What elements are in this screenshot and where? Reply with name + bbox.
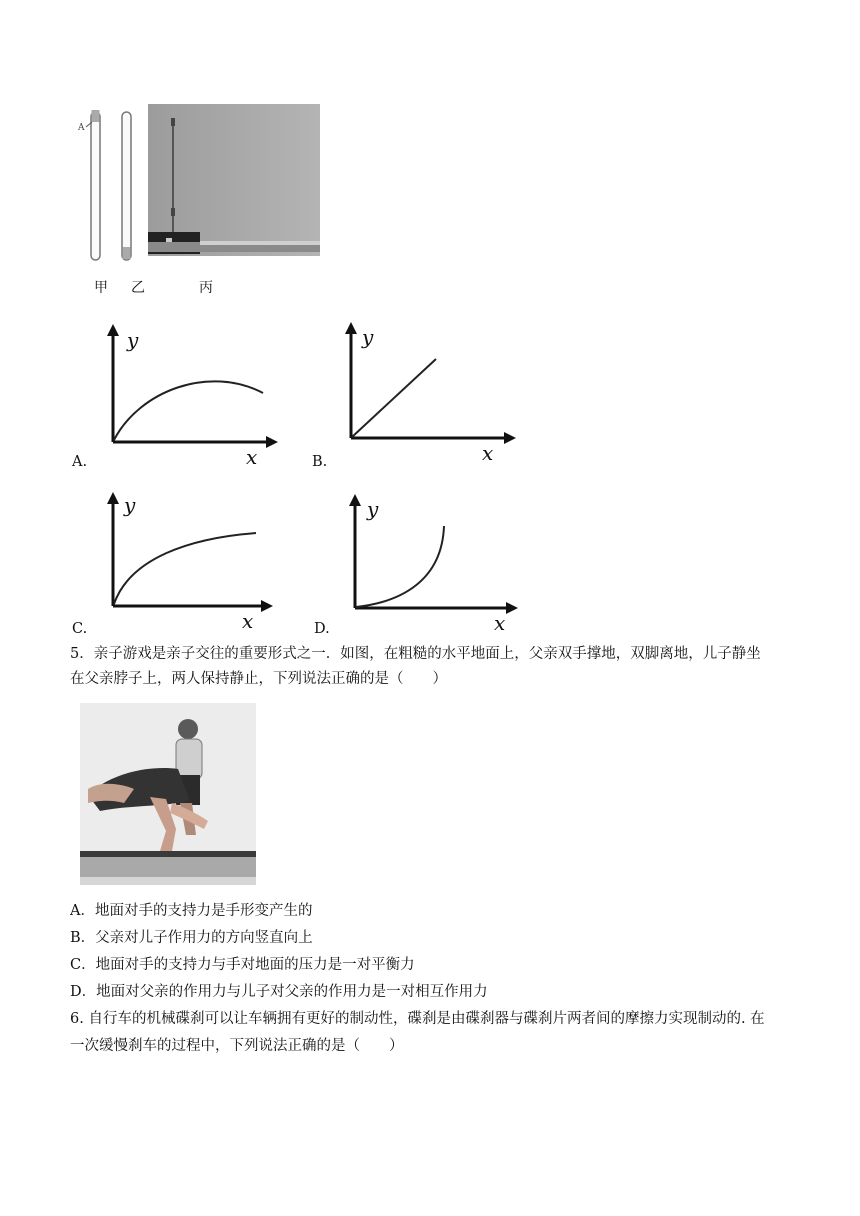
question6-line2: 一次缓慢刹车的过程中，下列说法正确的是（ ） (70, 1038, 404, 1054)
tubes-and-photo (78, 100, 338, 300)
caption-bing: 丙 (199, 280, 213, 296)
caption-yi: 乙 (131, 280, 145, 296)
photo-father-son (80, 703, 256, 885)
graph-c (100, 488, 290, 638)
tube-label-a: A (78, 123, 85, 133)
question5-option-b: B．父亲对儿子作用力的方向竖直向上 (70, 930, 313, 946)
photo-bing (148, 104, 320, 256)
option-c-letter: C. (72, 621, 88, 637)
x-label: x (242, 609, 254, 633)
curve-d (356, 526, 444, 607)
line-b (352, 359, 436, 437)
question5-line2: 在父亲脖子上，两人保持静止，下列说法正确的是（ ） (70, 671, 447, 687)
y-label: y (124, 493, 136, 517)
caption-jia: 甲 (94, 280, 108, 296)
question5-line1: 5．亲子游戏是亲子交往的重要形式之一．如图，在粗糙的水平地面上，父亲双手撑地，双脚离地，儿子静坐 (70, 646, 761, 662)
graph-d (342, 490, 532, 640)
option-a-letter: A. (72, 454, 88, 470)
graph-a (100, 320, 290, 470)
tube-yi (122, 112, 131, 260)
graph-b (338, 318, 528, 468)
x-label: x (494, 611, 506, 635)
x-label: x (246, 445, 258, 469)
y-label: y (127, 328, 139, 352)
question6-line1: 6. 自行车的机械碟刹可以让车辆拥有更好的制动性，碟刹是由碟刹器与碟刹片两者间的摩擦力实现制动的. 在 (70, 1011, 765, 1027)
curve-c (114, 533, 256, 604)
option-b-letter: B. (312, 454, 328, 470)
question5-option-d: D．地面对父亲的作用力与儿子对父亲的作用力是一对相互作用力 (70, 984, 488, 1000)
question5-option-c: C．地面对手的支持力与手对地面的压力是一对平衡力 (70, 957, 415, 973)
figure-top (78, 100, 338, 300)
y-label: y (367, 497, 379, 521)
tube-jia (86, 110, 100, 260)
option-d-letter: D. (314, 621, 330, 637)
question5-option-a: A．地面对手的支持力是手形变产生的 (70, 903, 313, 919)
y-label: y (362, 325, 374, 349)
curve-a (114, 381, 263, 440)
x-label: x (482, 441, 494, 465)
